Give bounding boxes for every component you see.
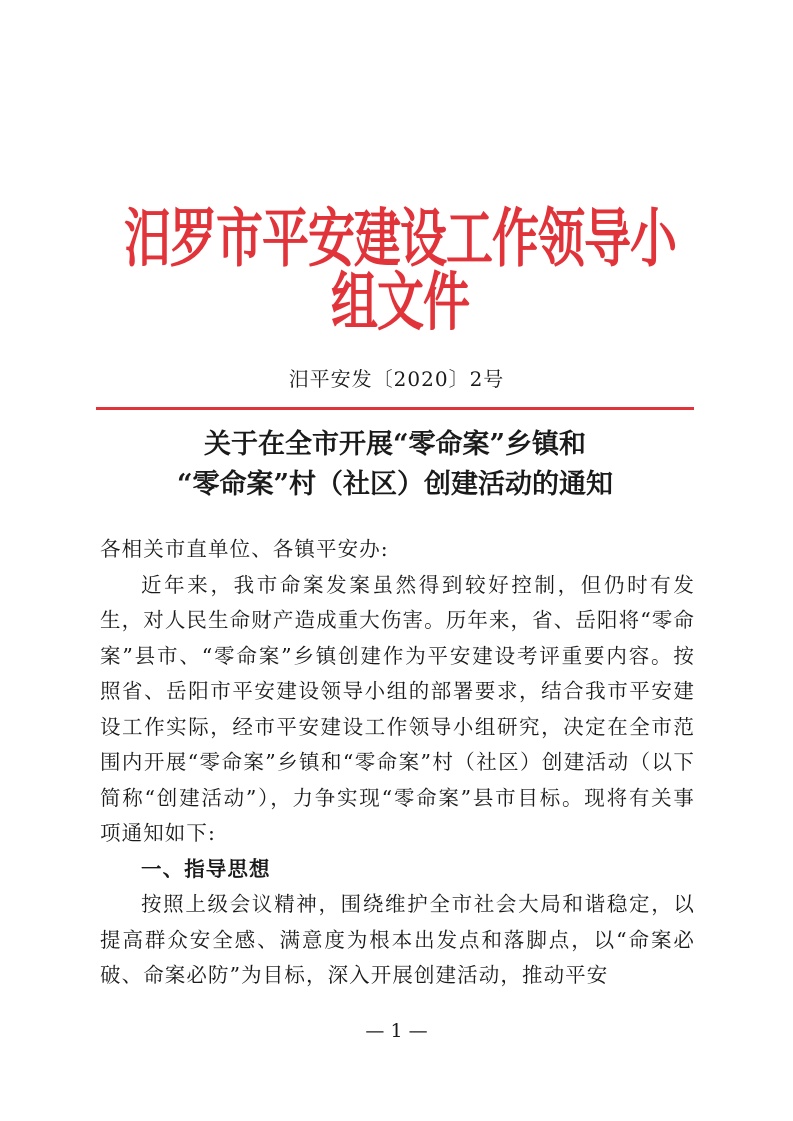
body-paragraph-guiding-ideology: 按照上级会议精神，围绕维护全市社会大局和谐稳定，以提高群众安全感、满意度为根本出发点和落脚点，以“命案必破、命案必防”为目标，深入开展创建活动，推动平安 [100, 892, 695, 987]
notice-title-line2: “零命案”村（社区）创建活动的通知 [176, 469, 614, 500]
masthead-title: 汨罗市平安建设工作领导小组文件 [124, 202, 676, 341]
red-divider-line [96, 407, 694, 410]
document-number: 汨平安发〔2020〕2号 [288, 367, 505, 391]
body-paragraph-intro: 近年来，我市命案发案虽然得到较好控制，但仍时有发生，对人民生命财产造成重大伤害。历年来，省、岳阳将“零命案”县市、“零命案”乡镇创建作为平安建设考评重要内容。按照省、岳阳市平安建设领导小组的部署要求，结合我市平安建设工作实际，经市平安建设工作领导小组研究，决定在全市范围内开展“零命案”乡镇和“零命案”村（社区）创建活动（以下简称“创建活动”），力争实现“零命案”县市目标。现将有关事项通知如下: [100, 572, 695, 845]
notice-title-line1: 关于在全市开展“零命案”乡镇和 [203, 429, 587, 460]
salutation: 各相关市直单位、各镇平安办: [100, 537, 389, 561]
notice-title [96, 425, 694, 505]
section-heading-guiding-ideology: 一、指导思想 [141, 856, 271, 881]
document-body [100, 532, 695, 994]
page-number: — 1 — [365, 1020, 428, 1042]
